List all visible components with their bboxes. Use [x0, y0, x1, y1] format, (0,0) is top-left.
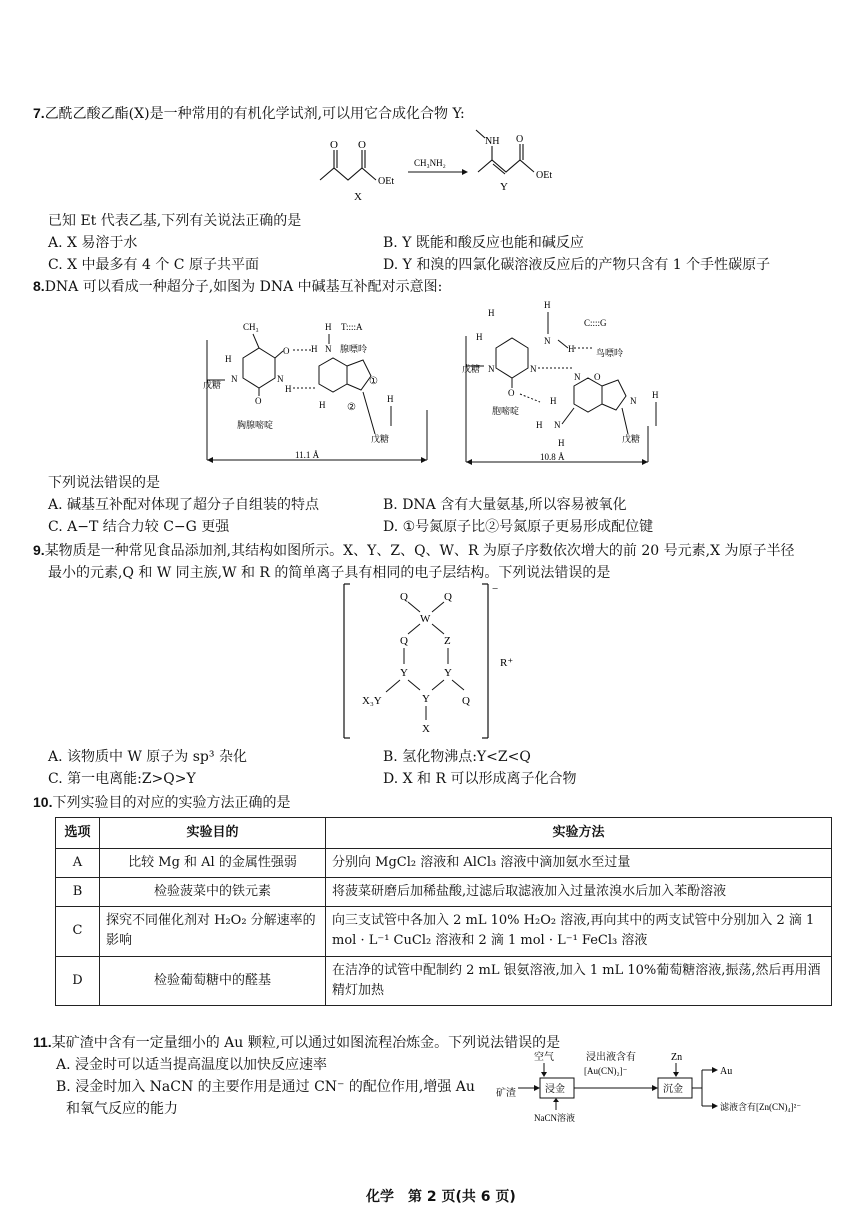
flow-filtrate: 滤液含有[Zn(CN)₄]²⁻: [720, 1102, 802, 1112]
right-sugar-1: 戊糖: [462, 364, 481, 374]
table-row: [56, 956, 832, 1005]
table-row: [56, 849, 832, 878]
page-footer: 化学 第 2 页(共 6 页): [366, 1189, 516, 1205]
sub-q: Q: [462, 695, 470, 707]
t-h3: H: [285, 384, 292, 394]
q9-line1-text: 某物质是一种常见食品添加剂,其结构如图所示。X、Y、Z、Q、W、R 为原子序数依次增大的前 20 号元素,X 为原子半径: [44, 543, 795, 559]
c-n1: N: [488, 364, 495, 374]
header-option: 选项: [56, 818, 100, 849]
g-h2: H: [550, 396, 557, 406]
row-method: 分别向 MgCl₂ 溶液和 AlCl₃ 溶液中滴加氨水至过量: [326, 849, 832, 878]
ch3-label: CH₃: [243, 322, 259, 332]
flow-leach: 浸金: [545, 1084, 565, 1095]
q10-stem: [33, 792, 290, 812]
t-o2: O: [255, 396, 262, 406]
g-o6: O: [594, 372, 601, 382]
flow-au: Au: [720, 1066, 733, 1077]
q7-number: 7.: [33, 105, 45, 121]
row-option: A: [56, 849, 100, 878]
reagent-ch3nh2: CH₃NH₂: [414, 158, 446, 168]
ring-y1: Y: [400, 667, 408, 679]
flow-ore: 矿渣: [496, 1088, 516, 1099]
q11-number: 11.: [33, 1034, 52, 1050]
q8-number: 8.: [33, 278, 45, 294]
t-n3: N: [277, 374, 284, 384]
right-sugar-2: 戊糖: [622, 434, 641, 444]
q7-option-c[interactable]: C. X 中最多有 4 个 C 原子共平面: [48, 257, 259, 273]
q7-stem-text: 乙酰乙酸乙酯(X)是一种常用的有机化学试剂,可以用它合成化合物 Y:: [44, 106, 465, 122]
row-method: 在洁净的试管中配制约 2 mL 银氨溶液,加入 1 mL 10%葡萄糖溶液,振荡,然后再用酒精灯加热: [326, 956, 832, 1005]
ring-q: Q: [400, 635, 408, 647]
q7-option-d[interactable]: D. Y 和溴的四氯化碳溶液反应后的产物只含有 1 个手性碳原子: [383, 257, 771, 273]
c-n3: N: [530, 364, 537, 374]
c-h4a: H: [544, 300, 551, 310]
t-h1: H: [225, 354, 232, 364]
q9-option-d[interactable]: D. X 和 R 可以形成离子化合物: [383, 771, 577, 787]
cg-pair-diagram: [462, 296, 667, 472]
q7-stem: [33, 103, 465, 123]
c-o2: O: [508, 388, 515, 398]
guanine-label: 鸟嘌呤: [596, 348, 624, 358]
y-oet: OEt: [536, 170, 553, 181]
q7-option-a[interactable]: A. X 易溶于水: [48, 235, 138, 251]
table-header-row: [56, 818, 832, 849]
q11-option-a[interactable]: A. 浸金时可以适当提高温度以加快反应速率: [56, 1057, 328, 1073]
x-o2: O: [358, 139, 366, 151]
q8-option-b[interactable]: B. DNA 含有大量氨基,所以容易被氧化: [383, 497, 627, 513]
header-method: 实验方法: [326, 818, 832, 849]
q10-stem-text: 下列实验目的对应的实验方法正确的是: [52, 795, 291, 811]
left-sugar-1: 戊糖: [203, 380, 222, 390]
x-o1: O: [330, 139, 338, 151]
q8-stem: [33, 276, 442, 296]
anion-charge: −: [492, 583, 499, 595]
q8-stem-text: DNA 可以看成一种超分子,如图为 DNA 中碱基互补配对示意图:: [44, 279, 443, 295]
q9-structure: [340, 582, 540, 742]
row-purpose: 探究不同催化剂对 H₂O₂ 分解速率的影响: [100, 907, 326, 956]
ta-pair-diagram: [195, 300, 440, 472]
a-n6: N: [325, 344, 332, 354]
q11-stem: [33, 1032, 560, 1052]
header-purpose: 实验目的: [100, 818, 326, 849]
table-row: [56, 878, 832, 907]
n1-marker: ①: [369, 376, 378, 387]
q9-option-b[interactable]: B. 氢化物沸点:Y<Z<Q: [383, 749, 531, 765]
ring-y3: Y: [422, 693, 430, 705]
sub-x: X: [422, 723, 430, 735]
label-x: X: [354, 191, 362, 203]
a-h8: H: [387, 394, 394, 404]
w-o2: Q: [444, 591, 452, 603]
row-method: 向三支试管中各加入 2 mL 10% H₂O₂ 溶液,再向其中的两支试管中分别加入 2 滴 1 mol · L⁻¹ CuCl₂ 溶液和 2 滴 1 mol · L⁻¹ FeCl₃ 溶液: [326, 907, 832, 956]
row-purpose: 比较 Mg 和 Al 的金属性强弱: [100, 849, 326, 878]
g-h8: H: [652, 390, 659, 400]
thymine-label: 胸腺嘧啶: [237, 420, 274, 430]
gold-flowchart: [492, 1050, 832, 1124]
flow-nacn: NaCN溶液: [534, 1113, 575, 1123]
q11-stem-text: 某矿渣中含有一定量细小的 Au 颗粒,可以通过如图流程冶炼金。下列说法错误的是: [51, 1035, 561, 1051]
cg-distance: 10.8 Å: [540, 452, 565, 462]
q8-option-c[interactable]: C. A−T 结合力较 C−G 更强: [48, 519, 230, 535]
flow-au-complex: [Au(CN)₂]⁻: [584, 1066, 628, 1076]
q7-reaction-scheme: [300, 128, 570, 208]
a-h2: H: [319, 400, 326, 410]
row-method: 将菠菜研磨后加稀盐酸,过滤后取滤液加入过量浓溴水后加入苯酚溶液: [326, 878, 832, 907]
ta-distance: 11.1 Å: [295, 450, 320, 460]
q9-option-a[interactable]: A. 该物质中 W 原子为 sp³ 杂化: [48, 749, 247, 765]
t-n1: N: [231, 374, 238, 384]
y-nh: NH: [485, 136, 500, 147]
flow-leach-out: 浸出液含有: [586, 1052, 636, 1063]
flow-air: 空气: [534, 1052, 554, 1063]
ta-pair-label: T::::A: [341, 322, 363, 332]
c-h6: H: [476, 332, 483, 342]
c-h4b: H: [568, 344, 575, 354]
y-o: O: [516, 134, 524, 145]
q7-note: 已知 Et 代表乙基,下列有关说法正确的是: [48, 213, 302, 229]
w-atom: W: [420, 613, 431, 625]
sub-x3y: X₃Y: [362, 695, 382, 707]
row-option: B: [56, 878, 100, 907]
ring-y2: Y: [444, 667, 452, 679]
q9-number: 9.: [33, 542, 45, 558]
t-o4: O: [283, 346, 290, 356]
q9-stem-line2: 最小的元素,Q 和 W 同主族,W 和 R 的简单离子具有相同的电子层结构。下列说法错误的是: [48, 565, 611, 581]
g-n2: N: [554, 420, 561, 430]
n2-marker: ②: [347, 402, 356, 413]
c-n4: N: [544, 336, 551, 346]
a-h6: H: [311, 344, 318, 354]
ring-z: Z: [444, 635, 451, 647]
flow-zn: Zn: [671, 1052, 683, 1063]
cg-pair-label: C::::G: [584, 318, 607, 328]
a-h6b: H: [325, 322, 332, 332]
g-n9: N: [630, 396, 637, 406]
row-option: C: [56, 907, 100, 956]
flow-precip: 沉金: [663, 1084, 683, 1095]
adenine-label: 腺嘌呤: [340, 344, 368, 354]
q11-option-b-line1[interactable]: B. 浸金时加入 NaCN 的主要作用是通过 CN⁻ 的配位作用,增强 Au: [56, 1079, 475, 1095]
g-n1: N: [574, 372, 581, 382]
cytosine-label: 胞嘧啶: [492, 406, 520, 416]
q8-option-a[interactable]: A. 碱基互补配对体现了超分子自组装的特点: [48, 497, 320, 513]
q9-option-c[interactable]: C. 第一电离能:Z>Q>Y: [48, 771, 196, 787]
q8-question: 下列说法错误的是: [48, 475, 160, 491]
table-row: [56, 907, 832, 956]
q7-option-b[interactable]: B. Y 既能和酸反应也能和碱反应: [383, 235, 584, 251]
x-oet: OEt: [378, 176, 395, 187]
row-purpose: 检验葡萄糖中的醛基: [100, 956, 326, 1005]
label-y: Y: [500, 181, 508, 193]
cation-r: R⁺: [500, 657, 514, 669]
q10-number: 10.: [33, 794, 53, 810]
w-o1: Q: [400, 591, 408, 603]
experiment-table: [55, 817, 832, 1006]
g-h2c: H: [558, 438, 565, 448]
q11-option-b-line2[interactable]: 和氧气反应的能力: [66, 1101, 178, 1117]
left-sugar-2: 戊糖: [371, 434, 390, 444]
g-h2b: H: [536, 420, 543, 430]
q9-stem-line1: [33, 540, 795, 560]
c-h5: H: [488, 308, 495, 318]
row-option: D: [56, 956, 100, 1005]
row-purpose: 检验菠菜中的铁元素: [100, 878, 326, 907]
q8-option-d[interactable]: D. ①号氮原子比②号氮原子更易形成配位键: [383, 519, 654, 535]
